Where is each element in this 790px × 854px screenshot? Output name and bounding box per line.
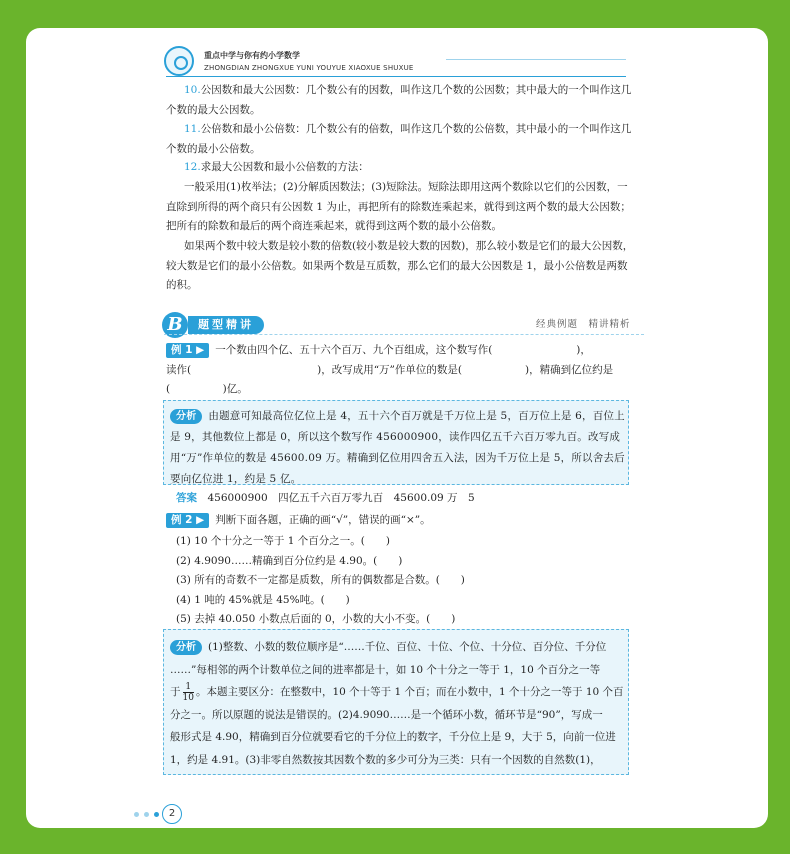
analysis-line: 。本题主要区分：在整数中，10 个十等于 1 个百；而在小数中，1 个十分之一等于 10 个百: [195, 686, 624, 698]
analysis-line: 于: [170, 686, 181, 698]
rule-paragraph: 如果两个数中较大数是较小数的倍数(较小数是较大数的因数)，那么较小数是它们的最大公因数，较大数是它们的最小公倍数。如果两个数是互质数，那么它们的最大公因数是 1，最小公倍数是两数的积。: [166, 240, 634, 291]
fraction-numerator: 1: [183, 682, 194, 693]
example-badge: 例 1 ▶: [166, 343, 209, 358]
analysis-1: [170, 406, 625, 490]
example-badge: 例 2 ▶: [166, 513, 209, 528]
analysis-badge: 分析: [170, 409, 202, 424]
method-paragraph: 一般采用(1)枚举法；(2)分解质因数法；(3)短除法。短除法即用这两个数除以它们的公因数，一直除到所得的两个商只有公因数 1 为止，再把所有的除数连乘起来，就得到这两个数的最大公因数；把所有的除数和最后的两个商连乘起来，就得到这两个数的最小公倍数。: [166, 181, 631, 232]
decor-dot: [144, 812, 149, 817]
list-item: (2) 4.9090……精确到百分位约是 4.90。( ): [176, 554, 403, 567]
example-1: [166, 341, 636, 400]
item-text: 求最大公因数和最小公倍数的方法：: [200, 161, 369, 173]
item-text: 公因数和最大公因数：几个数公有的因数，叫作这几个数的公因数；其中最大的一个叫作这几个数的最大公因数。: [166, 84, 632, 116]
fraction: [183, 682, 194, 703]
analysis-badge: 分析: [170, 640, 202, 655]
header-title: 重点中学与你有约小学数学: [204, 51, 300, 60]
analysis-line: 分之一。所以原题的说法是错误的。(2)4.9090……是一个循环小数，循环节是“90”，写成一: [170, 708, 603, 721]
answer-label: 答案: [176, 492, 197, 504]
example-line: 一个数由四个亿、五十六个百万、九个百组成，这个数写作( )，: [215, 344, 591, 356]
analysis-line: 般形式是 4.90，精确到百分位就要看它的千分位上的数字，千分位上是 9，大于 5，向前一位进: [170, 731, 616, 743]
page: [26, 28, 768, 828]
list-item: (1) 10 个十分之一等于 1 个百分之一。( ): [176, 535, 390, 547]
header-divider: [166, 76, 626, 77]
item-text: 公倍数和最小公倍数：几个数公有的倍数，叫作这几个数的公倍数，其中最小的一个叫作这几个数的最小公倍数。: [166, 123, 632, 155]
analysis-2: [170, 636, 625, 771]
item-number: 12.: [184, 161, 201, 173]
example-2: [166, 511, 636, 531]
section-divider: [164, 334, 644, 335]
section-letter: B: [162, 312, 188, 338]
header-divider-top: [446, 59, 626, 60]
list-item: (4) 1 吨的 45%就是 45%吨。( ): [176, 593, 350, 606]
item-10: [166, 81, 636, 120]
decor-dot: [134, 812, 139, 817]
section-badge: [162, 312, 272, 336]
item-12: [166, 158, 636, 178]
analysis-line: ……”每相邻的两个计数单位之间的进率都是十，如 10 个十分之一等于 1，10 个百分之一等: [170, 663, 601, 676]
answer-text: 456000900 四亿五千六百万零九百 45600.09 万 5: [207, 492, 475, 504]
school-logo-icon: [164, 46, 194, 76]
item-number: 11.: [184, 123, 201, 135]
item-number: 10.: [184, 84, 201, 96]
analysis-line: (1)整数、小数的数位顺序是“……千位、百位、十位、个位、十分位、百分位、千分位: [208, 641, 607, 653]
section-title: 题型精讲: [188, 316, 264, 334]
decor-dot: [154, 812, 159, 817]
page-number: 2: [162, 804, 182, 824]
list-item: (3) 所有的奇数不一定都是质数，所有的偶数都是合数。( ): [176, 574, 465, 586]
example-2-items: [176, 532, 646, 630]
example-intro: 判断下面各题，正确的画“√”，错误的画“×”。: [215, 514, 431, 526]
list-item: (5) 去掉 40.050 小数点后面的 0，小数的大小不变。( ): [176, 613, 456, 625]
header-subtitle: ZHONGDIAN ZHONGXUE YUNI YOUYUE XIAOXUE SHUXUE: [204, 64, 414, 72]
item-11: [166, 120, 636, 159]
example-line: 读作( )，改写成用“万”作单位的数是( )，精确到亿位约是: [166, 363, 614, 376]
analysis-line: 1，约是 4.91。(3)非零自然数按其因数个数的多少可分为三类：只有一个因数的自然数(1)，: [170, 753, 601, 766]
analysis-text: 由题意可知最高位亿位上是 4，五十六个百万就是千万位上是 5，百万位上是 6，百位上是 9，其他数位上都是 0，所以这个数写作 456000900，读作四亿五千六百万零九百。改写成用“万”作单位的数是 45600.09 万。精确到亿位用四舍五入法，因为千万位上是 5，所以舍去后要向亿位进 1，约是 5 亿。: [170, 410, 625, 485]
answer-1: [176, 489, 646, 509]
section-caption: 经典例题 精讲精析: [536, 319, 631, 330]
fraction-denominator: 10: [182, 692, 194, 703]
example-line: ( )亿。: [166, 383, 248, 395]
